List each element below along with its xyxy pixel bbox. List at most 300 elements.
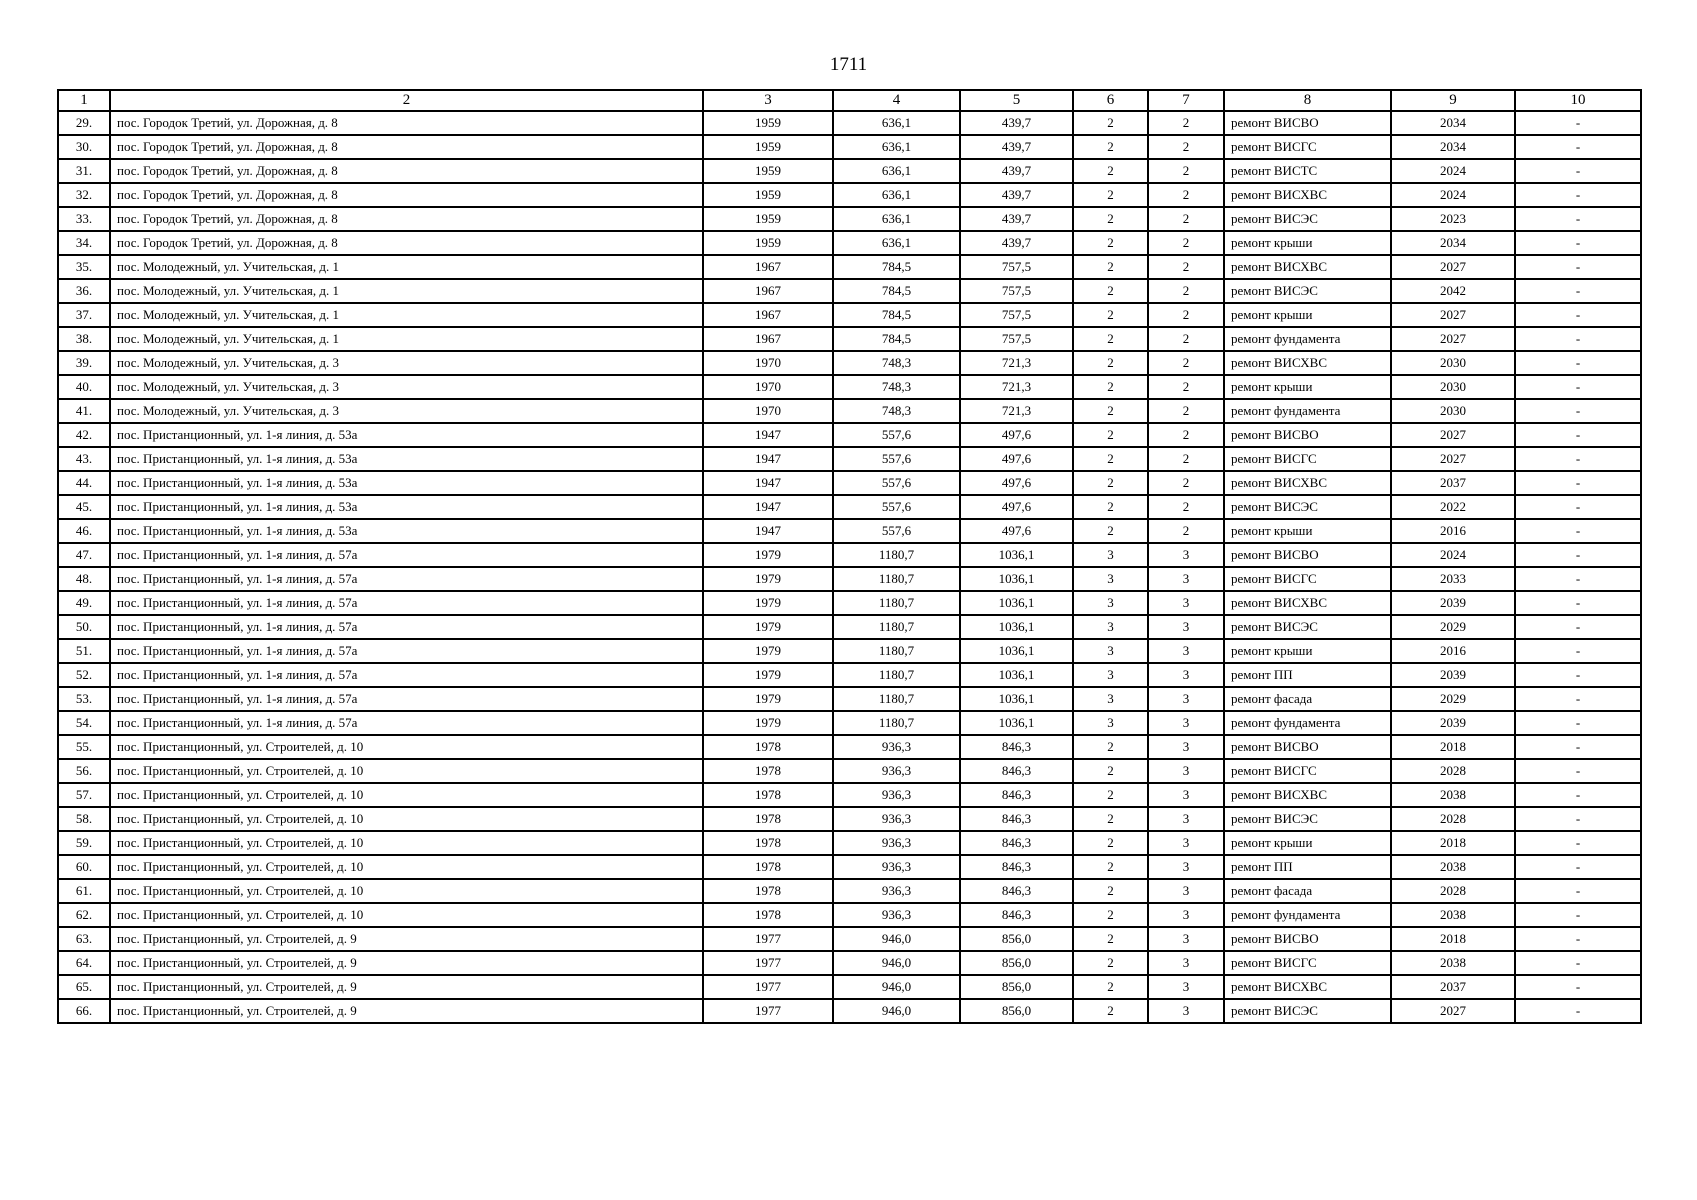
cell-note: -: [1515, 327, 1641, 351]
cell-entrances: 3: [1148, 927, 1224, 951]
cell-note: -: [1515, 495, 1641, 519]
cell-entrances: 2: [1148, 111, 1224, 135]
cell-planned-year: 2038: [1391, 855, 1515, 879]
cell-living-area: 846,3: [960, 903, 1073, 927]
cell-row-number: 49.: [58, 591, 110, 615]
cell-total-area: 936,3: [833, 735, 960, 759]
table-row: [58, 807, 1641, 831]
cell-living-area: 1036,1: [960, 567, 1073, 591]
cell-note: -: [1515, 567, 1641, 591]
cell-row-number: 61.: [58, 879, 110, 903]
cell-address: пос. Пристанционный, ул. Строителей, д. 10: [110, 783, 703, 807]
cell-build-year: 1978: [703, 855, 833, 879]
cell-total-area: 1180,7: [833, 663, 960, 687]
cell-entrances: 2: [1148, 471, 1224, 495]
table-row: [58, 447, 1641, 471]
cell-entrances: 3: [1148, 879, 1224, 903]
cell-floors: 2: [1073, 159, 1148, 183]
cell-work-type: ремонт ВИСХВС: [1224, 783, 1391, 807]
cell-living-area: 856,0: [960, 951, 1073, 975]
cell-work-type: ремонт крыши: [1224, 519, 1391, 543]
cell-entrances: 3: [1148, 567, 1224, 591]
cell-build-year: 1979: [703, 567, 833, 591]
cell-row-number: 43.: [58, 447, 110, 471]
cell-entrances: 3: [1148, 855, 1224, 879]
cell-address: пос. Молодежный, ул. Учительская, д. 1: [110, 255, 703, 279]
cell-note: -: [1515, 831, 1641, 855]
cell-address: пос. Пристанционный, ул. 1-я линия, д. 53а: [110, 495, 703, 519]
cell-entrances: 2: [1148, 207, 1224, 231]
cell-entrances: 2: [1148, 279, 1224, 303]
cell-living-area: 856,0: [960, 999, 1073, 1023]
cell-living-area: 497,6: [960, 447, 1073, 471]
cell-row-number: 37.: [58, 303, 110, 327]
cell-floors: 2: [1073, 399, 1148, 423]
table-row: [58, 639, 1641, 663]
cell-floors: 2: [1073, 471, 1148, 495]
cell-build-year: 1979: [703, 591, 833, 615]
cell-address: пос. Городок Третий, ул. Дорожная, д. 8: [110, 183, 703, 207]
cell-address: пос. Пристанционный, ул. 1-я линия, д. 57а: [110, 567, 703, 591]
cell-floors: 2: [1073, 951, 1148, 975]
table-row: [58, 519, 1641, 543]
cell-address: пос. Пристанционный, ул. Строителей, д. 9: [110, 927, 703, 951]
cell-address: пос. Городок Третий, ул. Дорожная, д. 8: [110, 231, 703, 255]
cell-total-area: 1180,7: [833, 567, 960, 591]
table-row: [58, 135, 1641, 159]
repair-schedule-table: [57, 89, 1642, 1024]
cell-living-area: 497,6: [960, 519, 1073, 543]
cell-entrances: 3: [1148, 999, 1224, 1023]
table-row: [58, 495, 1641, 519]
cell-address: пос. Пристанционный, ул. 1-я линия, д. 53а: [110, 447, 703, 471]
cell-total-area: 748,3: [833, 399, 960, 423]
cell-build-year: 1979: [703, 615, 833, 639]
cell-note: -: [1515, 759, 1641, 783]
cell-build-year: 1959: [703, 207, 833, 231]
cell-work-type: ремонт ВИСХВС: [1224, 975, 1391, 999]
cell-work-type: ремонт ВИСЭС: [1224, 807, 1391, 831]
table-row: [58, 567, 1641, 591]
cell-build-year: 1959: [703, 111, 833, 135]
cell-living-area: 721,3: [960, 375, 1073, 399]
cell-planned-year: 2034: [1391, 231, 1515, 255]
cell-living-area: 846,3: [960, 759, 1073, 783]
cell-living-area: 1036,1: [960, 663, 1073, 687]
cell-build-year: 1977: [703, 927, 833, 951]
cell-work-type: ремонт фасада: [1224, 879, 1391, 903]
cell-build-year: 1979: [703, 543, 833, 567]
cell-note: -: [1515, 207, 1641, 231]
cell-floors: 2: [1073, 231, 1148, 255]
table-row: [58, 543, 1641, 567]
cell-entrances: 2: [1148, 519, 1224, 543]
cell-total-area: 557,6: [833, 423, 960, 447]
table-row: [58, 327, 1641, 351]
table-row: [58, 255, 1641, 279]
cell-total-area: 936,3: [833, 759, 960, 783]
cell-row-number: 44.: [58, 471, 110, 495]
cell-living-area: 1036,1: [960, 543, 1073, 567]
cell-row-number: 59.: [58, 831, 110, 855]
cell-note: -: [1515, 687, 1641, 711]
cell-work-type: ремонт ВИСТС: [1224, 159, 1391, 183]
cell-work-type: ремонт ВИСВО: [1224, 735, 1391, 759]
column-header: 2: [110, 90, 703, 111]
cell-note: -: [1515, 279, 1641, 303]
cell-total-area: 936,3: [833, 783, 960, 807]
cell-work-type: ремонт ВИСГС: [1224, 135, 1391, 159]
table-row: [58, 159, 1641, 183]
cell-row-number: 51.: [58, 639, 110, 663]
cell-planned-year: 2024: [1391, 543, 1515, 567]
cell-work-type: ремонт ВИСХВС: [1224, 471, 1391, 495]
cell-entrances: 3: [1148, 975, 1224, 999]
cell-row-number: 52.: [58, 663, 110, 687]
table-row: [58, 183, 1641, 207]
cell-total-area: 557,6: [833, 471, 960, 495]
cell-note: -: [1515, 519, 1641, 543]
cell-address: пос. Пристанционный, ул. Строителей, д. 10: [110, 735, 703, 759]
table-row: [58, 663, 1641, 687]
cell-total-area: 936,3: [833, 903, 960, 927]
cell-note: -: [1515, 447, 1641, 471]
cell-living-area: 846,3: [960, 735, 1073, 759]
cell-work-type: ремонт фундамента: [1224, 399, 1391, 423]
cell-address: пос. Городок Третий, ул. Дорожная, д. 8: [110, 111, 703, 135]
cell-planned-year: 2027: [1391, 423, 1515, 447]
cell-floors: 3: [1073, 543, 1148, 567]
cell-address: пос. Пристанционный, ул. 1-я линия, д. 53а: [110, 471, 703, 495]
cell-address: пос. Молодежный, ул. Учительская, д. 1: [110, 327, 703, 351]
cell-entrances: 2: [1148, 303, 1224, 327]
cell-entrances: 3: [1148, 639, 1224, 663]
cell-floors: 2: [1073, 879, 1148, 903]
column-header: 4: [833, 90, 960, 111]
cell-floors: 3: [1073, 711, 1148, 735]
cell-entrances: 2: [1148, 447, 1224, 471]
cell-floors: 2: [1073, 447, 1148, 471]
cell-entrances: 2: [1148, 375, 1224, 399]
cell-total-area: 946,0: [833, 999, 960, 1023]
cell-floors: 2: [1073, 183, 1148, 207]
cell-total-area: 936,3: [833, 831, 960, 855]
cell-planned-year: 2016: [1391, 519, 1515, 543]
cell-build-year: 1967: [703, 255, 833, 279]
cell-note: -: [1515, 879, 1641, 903]
cell-row-number: 65.: [58, 975, 110, 999]
cell-living-area: 497,6: [960, 495, 1073, 519]
cell-address: пос. Пристанционный, ул. 1-я линия, д. 57а: [110, 591, 703, 615]
cell-planned-year: 2029: [1391, 615, 1515, 639]
cell-entrances: 2: [1148, 231, 1224, 255]
cell-note: -: [1515, 351, 1641, 375]
cell-note: -: [1515, 471, 1641, 495]
table-row: [58, 711, 1641, 735]
cell-total-area: 636,1: [833, 231, 960, 255]
cell-total-area: 784,5: [833, 327, 960, 351]
cell-floors: 2: [1073, 735, 1148, 759]
cell-row-number: 47.: [58, 543, 110, 567]
cell-build-year: 1959: [703, 231, 833, 255]
cell-planned-year: 2016: [1391, 639, 1515, 663]
cell-address: пос. Пристанционный, ул. Строителей, д. 10: [110, 831, 703, 855]
cell-row-number: 64.: [58, 951, 110, 975]
cell-note: -: [1515, 783, 1641, 807]
cell-entrances: 3: [1148, 807, 1224, 831]
cell-note: -: [1515, 975, 1641, 999]
cell-living-area: 439,7: [960, 159, 1073, 183]
cell-note: -: [1515, 927, 1641, 951]
cell-living-area: 757,5: [960, 327, 1073, 351]
cell-living-area: 1036,1: [960, 615, 1073, 639]
cell-address: пос. Молодежный, ул. Учительская, д. 3: [110, 375, 703, 399]
cell-work-type: ремонт крыши: [1224, 375, 1391, 399]
cell-planned-year: 2023: [1391, 207, 1515, 231]
cell-work-type: ремонт ВИСВО: [1224, 111, 1391, 135]
cell-planned-year: 2028: [1391, 759, 1515, 783]
cell-row-number: 33.: [58, 207, 110, 231]
cell-work-type: ремонт ПП: [1224, 855, 1391, 879]
cell-planned-year: 2022: [1391, 495, 1515, 519]
cell-note: -: [1515, 639, 1641, 663]
table-row: [58, 351, 1641, 375]
cell-living-area: 439,7: [960, 207, 1073, 231]
cell-build-year: 1970: [703, 375, 833, 399]
cell-address: пос. Городок Третий, ул. Дорожная, д. 8: [110, 207, 703, 231]
cell-living-area: 439,7: [960, 183, 1073, 207]
cell-planned-year: 2039: [1391, 663, 1515, 687]
cell-planned-year: 2027: [1391, 999, 1515, 1023]
cell-total-area: 557,6: [833, 519, 960, 543]
cell-row-number: 41.: [58, 399, 110, 423]
cell-total-area: 936,3: [833, 807, 960, 831]
table-row: [58, 903, 1641, 927]
cell-row-number: 55.: [58, 735, 110, 759]
cell-living-area: 846,3: [960, 855, 1073, 879]
cell-planned-year: 2027: [1391, 255, 1515, 279]
cell-work-type: ремонт ВИСГС: [1224, 951, 1391, 975]
cell-living-area: 846,3: [960, 783, 1073, 807]
table-row: [58, 207, 1641, 231]
cell-build-year: 1967: [703, 303, 833, 327]
table-row: [58, 999, 1641, 1023]
cell-build-year: 1947: [703, 423, 833, 447]
cell-living-area: 856,0: [960, 927, 1073, 951]
cell-row-number: 62.: [58, 903, 110, 927]
cell-entrances: 2: [1148, 183, 1224, 207]
cell-total-area: 1180,7: [833, 711, 960, 735]
cell-entrances: 2: [1148, 399, 1224, 423]
cell-note: -: [1515, 255, 1641, 279]
cell-living-area: 439,7: [960, 231, 1073, 255]
cell-work-type: ремонт ВИСГС: [1224, 567, 1391, 591]
cell-address: пос. Пристанционный, ул. 1-я линия, д. 57а: [110, 615, 703, 639]
cell-planned-year: 2018: [1391, 927, 1515, 951]
cell-build-year: 1967: [703, 279, 833, 303]
cell-work-type: ремонт крыши: [1224, 639, 1391, 663]
cell-work-type: ремонт ПП: [1224, 663, 1391, 687]
cell-note: -: [1515, 159, 1641, 183]
cell-build-year: 1978: [703, 807, 833, 831]
cell-work-type: ремонт ВИСЭС: [1224, 615, 1391, 639]
cell-planned-year: 2028: [1391, 807, 1515, 831]
cell-work-type: ремонт ВИСХВС: [1224, 591, 1391, 615]
column-header: 6: [1073, 90, 1148, 111]
cell-planned-year: 2033: [1391, 567, 1515, 591]
cell-floors: 2: [1073, 807, 1148, 831]
cell-address: пос. Пристанционный, ул. 1-я линия, д. 57а: [110, 543, 703, 567]
cell-address: пос. Молодежный, ул. Учительская, д. 1: [110, 303, 703, 327]
cell-total-area: 784,5: [833, 255, 960, 279]
cell-entrances: 2: [1148, 351, 1224, 375]
cell-note: -: [1515, 135, 1641, 159]
cell-planned-year: 2027: [1391, 303, 1515, 327]
cell-address: пос. Пристанционный, ул. Строителей, д. 9: [110, 975, 703, 999]
cell-total-area: 748,3: [833, 375, 960, 399]
cell-floors: 2: [1073, 975, 1148, 999]
cell-work-type: ремонт крыши: [1224, 303, 1391, 327]
cell-planned-year: 2037: [1391, 975, 1515, 999]
cell-work-type: ремонт ВИСВО: [1224, 543, 1391, 567]
cell-total-area: 1180,7: [833, 639, 960, 663]
cell-address: пос. Пристанционный, ул. 1-я линия, д. 57а: [110, 687, 703, 711]
cell-total-area: 784,5: [833, 303, 960, 327]
cell-planned-year: 2018: [1391, 735, 1515, 759]
cell-entrances: 3: [1148, 735, 1224, 759]
table-row: [58, 687, 1641, 711]
page-number: 1711: [829, 54, 868, 75]
cell-work-type: ремонт ВИСХВС: [1224, 183, 1391, 207]
cell-note: -: [1515, 615, 1641, 639]
cell-address: пос. Пристанционный, ул. 1-я линия, д. 53а: [110, 519, 703, 543]
cell-floors: 2: [1073, 831, 1148, 855]
cell-build-year: 1977: [703, 951, 833, 975]
cell-entrances: 3: [1148, 783, 1224, 807]
cell-floors: 2: [1073, 375, 1148, 399]
cell-work-type: ремонт фасада: [1224, 687, 1391, 711]
cell-planned-year: 2039: [1391, 591, 1515, 615]
cell-address: пос. Пристанционный, ул. 1-я линия, д. 57а: [110, 663, 703, 687]
cell-note: -: [1515, 183, 1641, 207]
cell-row-number: 36.: [58, 279, 110, 303]
cell-total-area: 784,5: [833, 279, 960, 303]
cell-address: пос. Пристанционный, ул. Строителей, д. 9: [110, 951, 703, 975]
cell-work-type: ремонт ВИСЭС: [1224, 207, 1391, 231]
cell-total-area: 557,6: [833, 447, 960, 471]
cell-build-year: 1970: [703, 351, 833, 375]
cell-work-type: ремонт ВИСВО: [1224, 927, 1391, 951]
cell-planned-year: 2039: [1391, 711, 1515, 735]
cell-entrances: 2: [1148, 159, 1224, 183]
table-row: [58, 375, 1641, 399]
cell-entrances: 3: [1148, 543, 1224, 567]
cell-living-area: 439,7: [960, 111, 1073, 135]
cell-build-year: 1959: [703, 135, 833, 159]
table-row: [58, 591, 1641, 615]
cell-planned-year: 2027: [1391, 447, 1515, 471]
cell-floors: 2: [1073, 519, 1148, 543]
table-row: [58, 615, 1641, 639]
cell-total-area: 636,1: [833, 111, 960, 135]
cell-planned-year: 2038: [1391, 783, 1515, 807]
table-row: [58, 303, 1641, 327]
cell-living-area: 497,6: [960, 471, 1073, 495]
cell-build-year: 1978: [703, 903, 833, 927]
cell-address: пос. Молодежный, ул. Учительская, д. 3: [110, 351, 703, 375]
table-row: [58, 855, 1641, 879]
cell-planned-year: 2024: [1391, 183, 1515, 207]
cell-entrances: 3: [1148, 591, 1224, 615]
table-row: [58, 951, 1641, 975]
table-row: [58, 735, 1641, 759]
column-header: 10: [1515, 90, 1641, 111]
table-row: [58, 759, 1641, 783]
cell-build-year: 1978: [703, 783, 833, 807]
cell-floors: 2: [1073, 903, 1148, 927]
cell-note: -: [1515, 999, 1641, 1023]
column-header: 3: [703, 90, 833, 111]
cell-work-type: ремонт ВИСХВС: [1224, 255, 1391, 279]
cell-entrances: 2: [1148, 255, 1224, 279]
cell-address: пос. Пристанционный, ул. Строителей, д. 10: [110, 903, 703, 927]
cell-build-year: 1979: [703, 663, 833, 687]
cell-row-number: 57.: [58, 783, 110, 807]
cell-planned-year: 2038: [1391, 951, 1515, 975]
cell-row-number: 60.: [58, 855, 110, 879]
cell-row-number: 31.: [58, 159, 110, 183]
cell-living-area: 721,3: [960, 399, 1073, 423]
cell-row-number: 40.: [58, 375, 110, 399]
cell-work-type: ремонт ВИСЭС: [1224, 279, 1391, 303]
cell-planned-year: 2030: [1391, 375, 1515, 399]
cell-row-number: 48.: [58, 567, 110, 591]
cell-living-area: 1036,1: [960, 711, 1073, 735]
cell-entrances: 2: [1148, 495, 1224, 519]
cell-row-number: 50.: [58, 615, 110, 639]
cell-address: пос. Пристанционный, ул. Строителей, д. 10: [110, 807, 703, 831]
cell-floors: 2: [1073, 999, 1148, 1023]
cell-work-type: ремонт ВИСХВС: [1224, 351, 1391, 375]
cell-total-area: 748,3: [833, 351, 960, 375]
cell-living-area: 846,3: [960, 879, 1073, 903]
cell-row-number: 32.: [58, 183, 110, 207]
cell-planned-year: 2030: [1391, 399, 1515, 423]
cell-work-type: ремонт фундамента: [1224, 903, 1391, 927]
cell-row-number: 35.: [58, 255, 110, 279]
cell-row-number: 53.: [58, 687, 110, 711]
cell-planned-year: 2027: [1391, 327, 1515, 351]
cell-planned-year: 2038: [1391, 903, 1515, 927]
cell-address: пос. Пристанционный, ул. Строителей, д. 10: [110, 879, 703, 903]
cell-floors: 3: [1073, 567, 1148, 591]
cell-note: -: [1515, 423, 1641, 447]
cell-living-area: 1036,1: [960, 687, 1073, 711]
table-row: [58, 231, 1641, 255]
cell-note: -: [1515, 111, 1641, 135]
table-row: [58, 423, 1641, 447]
cell-floors: 2: [1073, 423, 1148, 447]
cell-living-area: 757,5: [960, 255, 1073, 279]
cell-row-number: 63.: [58, 927, 110, 951]
cell-note: -: [1515, 711, 1641, 735]
cell-row-number: 38.: [58, 327, 110, 351]
table-row: [58, 831, 1641, 855]
cell-floors: 2: [1073, 279, 1148, 303]
cell-floors: 2: [1073, 135, 1148, 159]
cell-entrances: 3: [1148, 711, 1224, 735]
cell-build-year: 1979: [703, 687, 833, 711]
